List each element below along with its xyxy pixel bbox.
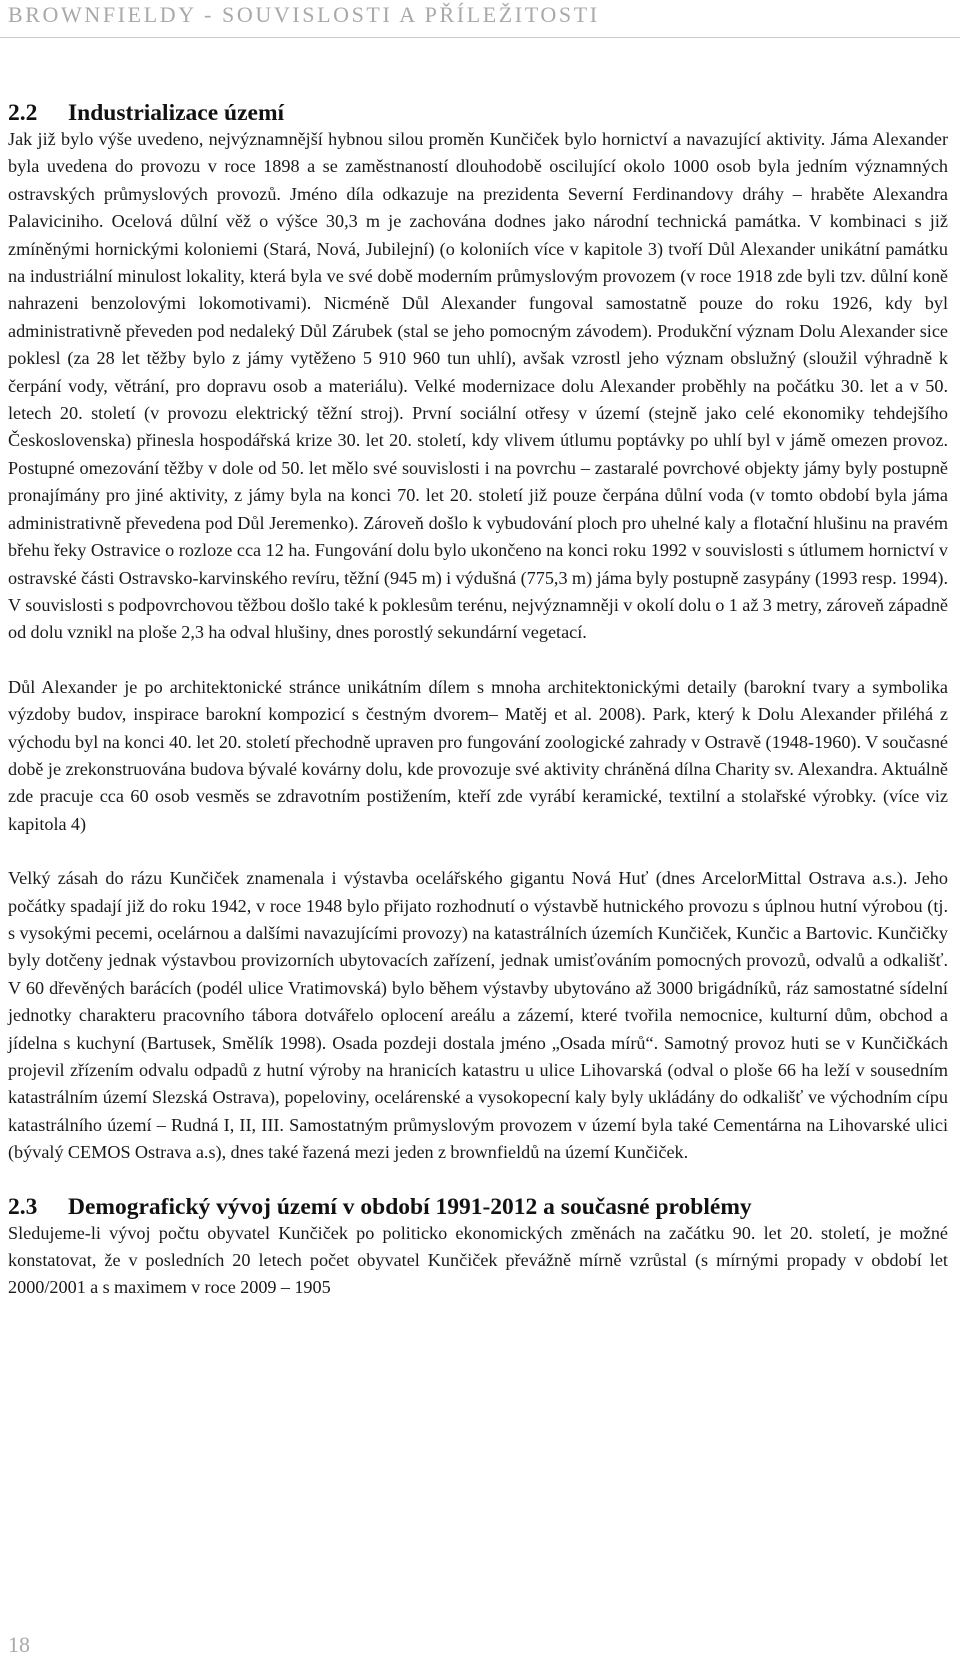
paragraph: Sledujeme-li vývoj počtu obyvatel Kunčiček po politicko ekonomických změnách na začátku 90. let 20. století, je možné konstatovat, že v posledních 20 letech počet obyvatel Kunčiček převážně mírně vzrůstal (s mírnými propady v období let 2000/2001 a s maximem v roce 2009 – 1905 [8, 1222, 948, 1298]
page-content [8, 100, 948, 1302]
section-heading-2-2 [8, 100, 948, 126]
section-title: Demografický vývoj území v období 1991-2012 a současné problémy [68, 1193, 752, 1220]
running-header-title: BROWNFIELDY - SOUVISLOSTI A PŘÍLEŽITOSTI [8, 2, 600, 27]
paragraph: Jak již bylo výše uvedeno, nejvýznamnější hybnou silou proměn Kunčiček bylo hornictví a navazující aktivity. Jáma Alexander byla uvedena do provozu v roce 1898 a se zaměstnaností dlouhodobě oscilující okolo 1000 osob byla jedním významných ostravských průmyslových provozů. Jméno díla odkazuje na prezidenta Severní Ferdinandovy dráhy – hraběte Alexandra Palaviciniho. Ocelová důlní věž o výšce 30,3 m je zachována dodnes jako národní technická památka. V kombinaci s již zmíněnými hornickými koloniemi (Stará, Nová, Jubilejní) (o koloniích více v kapitole 3) tvoří Důl Alexander unikátní památku na industriální minulost lokality, která byla ve své době moderním průmyslovým provozem (v roce 1918 zde byli tzv. důlní koně nahrazeni benzolovými lokomotivami). Nicméně Důl Alexander fungoval samostatně pouze do roku 1926, kdy byl administrativně převeden pod nedaleký Důl Zárubek (stal se jeho pomocným závodem). Produkční význam Dolu Alexander sice poklesl (za 28 let těžby bylo z jámy vytěženo 5 910 960 tun uhlí), avšak vzrostl jeho význam obslužný (sloužil výhradně k čerpání vody, větrání, pro dopravu osob a materiálu). Velké modernizace dolu Alexander proběhly na počátku 30. let a v 50. letech 20. století (v provozu elektrický těžní stroj). První sociální otřesy v území (stejně jako celé ekonomiky tehdejšího Československa) přinesla hospodářská krize 30. let 20. století, kdy vlivem útlumu poptávky po uhlí byl v jámě omezen provoz. Postupné omezování těžby v dole od 50. let mělo své souvislosti i na povrchu – zastaralé povrchové objekty jámy byly postupně pronajímány pro jiné aktivity, z jámy byla na konci 70. let 20. století již pouze čerpána důlní voda (v tomto období byla jáma administrativně převedena pod Důl Jeremenko). Zároveň došlo k vybudování ploch pro uhelné kaly a flotační hlušinu na pravém břehu řeky Ostravice o rozloze cca 12 ha. Fungování dolu bylo ukončeno na konci roku 1992 v souvislosti s útlumem hornictví v ostravské části Ostravsko-karvinského revíru, těžní (945 m) i výdušná (775,3 m) jáma byly postupně zasypány (1993 resp. 1994). V souvislosti s podpovrchovou těžbou došlo také k poklesům terénu, nejvýznamněji v okolí dolu o 1 až 3 metry, zároveň západně od dolu vznikl na ploše 2,3 ha odval hlušiny, dnes porostlý sekundární vegetací. [8, 129, 948, 643]
paragraph: Velký zásah do rázu Kunčiček znamenala i výstavba ocelářského gigantu Nová Huť (dnes ArcelorMittal Ostrava a.s.). Jeho počátky spadají již do roku 1942, v roce 1948 bylo přijato rozhodnutí o výstavbě hutnického provozu s úplnou hutní výrobou (tj. s vysokými pecemi, ocelárnou a dalšími navazujícími provozy) na katastrálních územích Kunčiček, Kunčic a Bartovic. Kunčičky byly dotčeny jednak výstavbou provizorních ubytovacích zařízení, jednak umisťováním pomocných provozů, odvalů a odkališť. V 60 dřevěných barácích (podél ulice Vratimovská) bylo během výstavby ubytováno až 3000 brigádníků, ráz samostatné sídelní jednotky charakteru pracovního tábora dotvářelo oplocení areálu a zázemí, které tvořila nemocnice, kulturní dům, obchod a jídelna s kuchyní (Bartusek, Smělík 1998). Osada pozdeji dostala jméno „Osada mírů“. Samotný provoz huti se v Kunčičkách projevil zřízením odvalu odpadů z hutní výroby na hranicích katastru u ulice Lihovarská (odval o ploše 66 ha leží v sousedním katastrálním území Slezská Ostrava), popeloviny, ocelárenské a vysokopecní kaly byly ukládány do odkališť ve východním cípu katastrálního území – Rudná I, II, III. Samostatným průmyslovým provozem v území byla také Cementárna na Lihovarské ulici (bývalý CEMOS Ostrava a.s), dnes také řazená mezi jeden z brownfieldů na území Kunčiček. [8, 868, 948, 1163]
header-divider [0, 37, 960, 38]
section-number: 2.2 [8, 100, 38, 126]
page-number: 18 [8, 1632, 30, 1657]
paragraph: Důl Alexander je po architektonické stránce unikátním dílem s mnoha architektonickými detaily (barokní tvary a symbolika výzdoby budov, inspirace barokní kompozicí s čestným dvorem– Matěj et al. 2008). Park, který k Dolu Alexander přiléhá z východu byl na konci 40. let 20. století přechodně upraven pro fungování zoologické zahrady v Ostravě (1948-1960). V současné době je zrekonstruována budova bývalé kovárny dolu, kde provozuje své aktivity chráněná dílna Charity sv. Alexandra. Aktuálně zde pracuje cca 60 osob vesměs se zdravotním postižením, kteří zde vyrábí keramické, textilní a stolařské výrobky. (více viz kapitola 4) [8, 676, 948, 834]
section-title: Industrializace území [68, 100, 285, 126]
section-heading-2-3 [8, 1194, 948, 1220]
section-number: 2.3 [8, 1193, 38, 1220]
